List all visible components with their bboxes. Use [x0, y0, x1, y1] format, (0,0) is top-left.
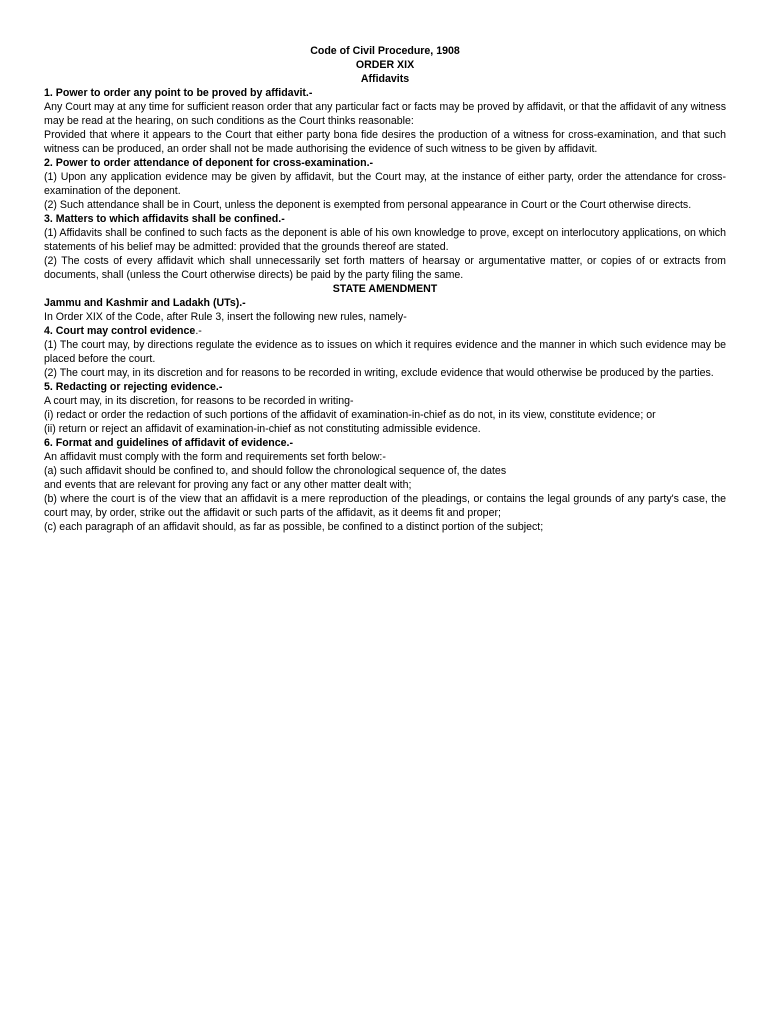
section-2-para-2: (2) Such attendance shall be in Court, unless the deponent is exempted from personal appearance in Court or the Court otherwise directs.	[44, 199, 692, 211]
section-1-para-2: Provided that where it appears to the Court that either party bona fide desires the production of a witness for cross-examination, and that such witness can be produced, an order shall not be made authorising the evidence of such witness to be given by affidavit.	[44, 129, 726, 155]
rule-5-heading: 5. Redacting or rejecting evidence.-	[44, 381, 223, 393]
rule-6-para-5: (c) each paragraph of an affidavit should, as far as possible, be confined to a distinct portion of the subject;	[44, 521, 544, 533]
rule-5-para-3: (ii) return or reject an affidavit of examination-in-chief as not constituting admissible evidence.	[44, 423, 481, 435]
rule-6-para-1: An affidavit must comply with the form and requirements set forth below:-	[44, 451, 386, 463]
order-title: ORDER XIX	[355, 59, 415, 71]
rule-4-para-1: (1) The court may, by directions regulate the evidence as to issues on which it requires evidence and the manner in which such evidence may be placed before the court.	[44, 339, 726, 365]
section-3-para-2: (2) The costs of every affidavit which shall unnecessarily set forth matters of hearsay or argumentative matter, or copies of or extracts from documents, shall (unless the Court otherwise directs) be paid by the party filing the same.	[44, 255, 726, 281]
rule-6-para-4: (b) where the court is of the view that an affidavit is a mere reproduction of the pleadings, or contains the legal grounds of any party's case, the court may, by order, strike out the affidavit or such parts of the affidavit, as it deems fit and proper;	[44, 493, 726, 519]
rule-6-heading: 6. Format and guidelines of affidavit of evidence.-	[44, 437, 293, 449]
rule-4-heading	[44, 324, 726, 338]
document-body	[44, 44, 726, 534]
rule-4-heading-tail: .-	[195, 325, 202, 337]
rule-6-para-3: and events that are relevant for proving any fact or any other matter dealt with;	[44, 479, 412, 491]
act-title: Code of Civil Procedure, 1908	[310, 45, 460, 57]
rule-5-para-1: A court may, in its discretion, for reasons to be recorded in writing-	[44, 395, 354, 407]
section-2-heading: 2. Power to order attendance of deponent for cross-examination.-	[44, 157, 374, 169]
rule-6-para-2: (a) such affidavit should be confined to, and should follow the chronological sequence of, the dates	[44, 465, 507, 477]
state-amendment-title: STATE AMENDMENT	[332, 283, 438, 295]
amendment-intro: In Order XIX of the Code, after Rule 3, insert the following new rules, namely-	[44, 311, 407, 323]
amendment-region: Jammu and Kashmir and Ladakh (UTs).-	[44, 297, 246, 309]
section-2-para-1: (1) Upon any application evidence may be given by affidavit, but the Court may, at the instance of either party, order the attendance for cross-examination of the deponent.	[44, 171, 726, 197]
section-1-para-1: Any Court may at any time for sufficient reason order that any particular fact or facts may be proved by affidavit, or that the affidavit of any witness may be read at the hearing, on such conditions as the Court thinks reasonable:	[44, 101, 726, 127]
rule-4-para-2: (2) The court may, in its discretion and for reasons to be recorded in writing, exclude evidence that would otherwise be produced by the parties.	[44, 367, 714, 379]
section-1-heading: 1. Power to order any point to be proved by affidavit.-	[44, 87, 313, 99]
order-subject: Affidavits	[360, 73, 410, 85]
section-3-para-1: (1) Affidavits shall be confined to such facts as the deponent is able of his own knowledge to prove, except on interlocutory applications, on which statements of his belief may be admitted: provided that the grounds thereof are stated.	[44, 227, 726, 253]
section-3-heading: 3. Matters to which affidavits shall be confined.-	[44, 213, 285, 225]
rule-4-heading-bold: 4. Court may control evidence	[44, 325, 196, 337]
rule-5-para-2: (i) redact or order the redaction of such portions of the affidavit of examination-in-chief as do not, in its view, constitute evidence; or	[44, 409, 656, 421]
